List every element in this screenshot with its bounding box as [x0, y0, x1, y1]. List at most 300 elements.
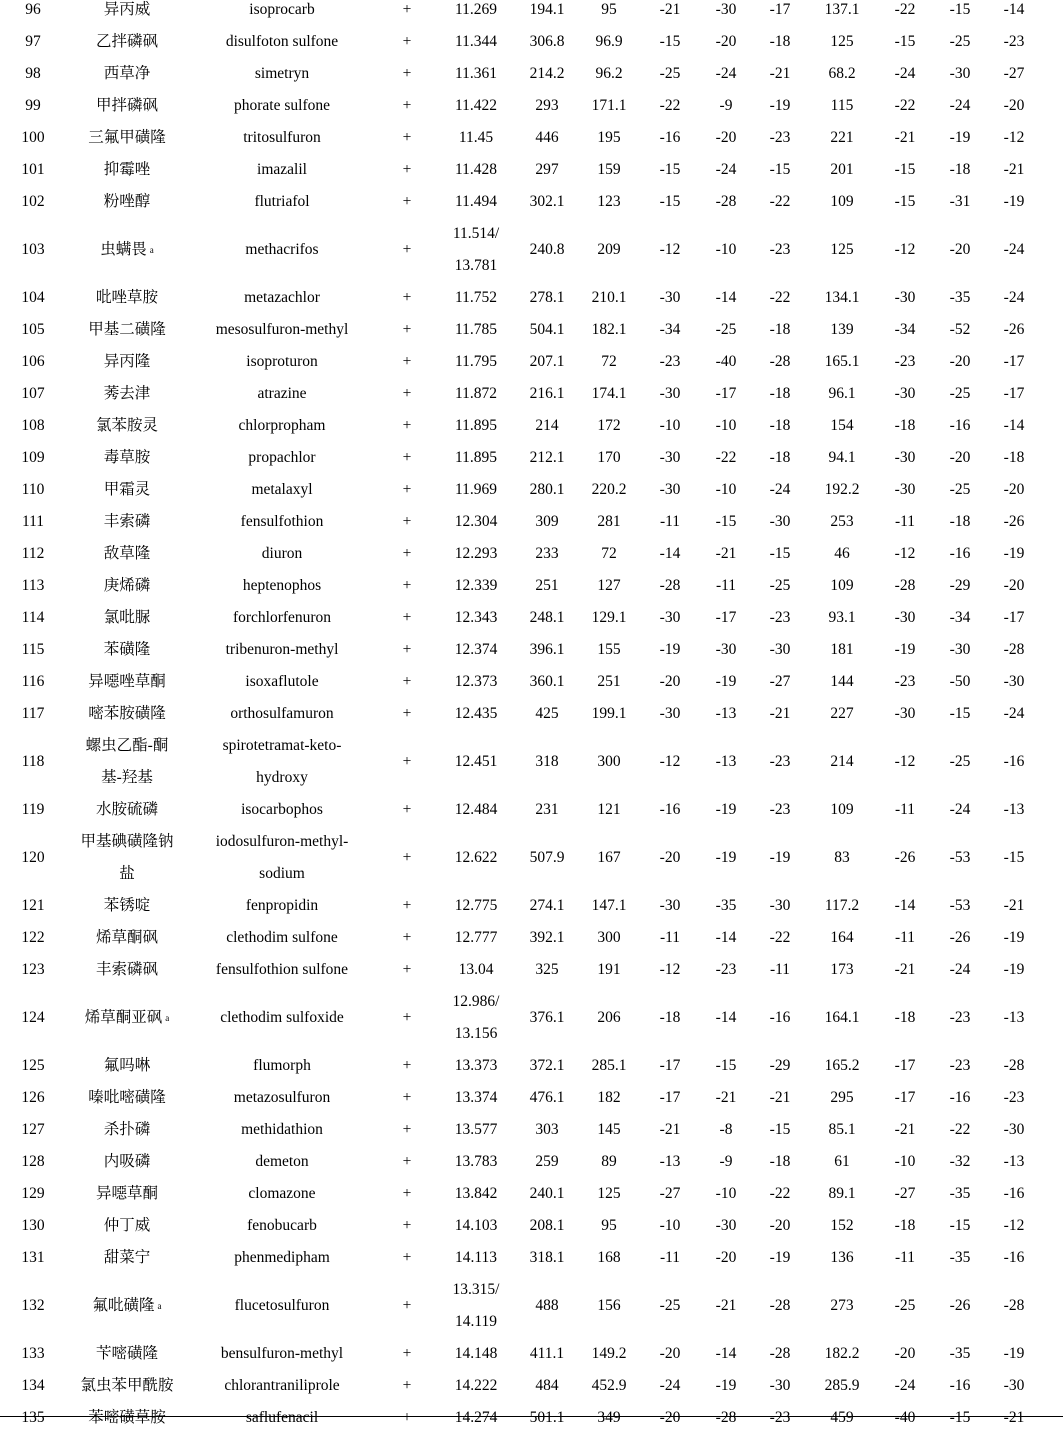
- cell-retention-time: [438, 410, 514, 442]
- cell-precursor-ion: [514, 1114, 580, 1146]
- cell-text: 173: [830, 961, 854, 978]
- cell-text: -11: [894, 1249, 916, 1266]
- cell-text: -23: [659, 353, 681, 370]
- cell-q3-voltage-1: [750, 1242, 810, 1274]
- cell-collision-energy-1: [702, 1274, 750, 1338]
- cell-text: 13.577: [454, 1121, 498, 1138]
- cell-q1-voltage-2: [874, 0, 936, 26]
- footnote-marker: a: [157, 1301, 162, 1311]
- cell-quantifier-ion: [580, 1338, 638, 1370]
- cell-text: +: [402, 241, 412, 258]
- cell-retention-time: [438, 826, 514, 890]
- cell-text: 285.9: [824, 1377, 860, 1394]
- cell-text: 苯磺隆: [103, 641, 151, 658]
- cell-collision-energy-1: [702, 0, 750, 26]
- cell-collision-energy-2: [936, 666, 984, 698]
- cell-text: 96.2: [595, 65, 623, 82]
- cell-qualifier-ion: [810, 410, 874, 442]
- cell-text: 氯吡脲: [103, 609, 151, 626]
- cell-text: saflufenacil: [245, 1409, 319, 1426]
- cell-text: 氯虫苯甲酰胺: [80, 1377, 174, 1394]
- cell-text: 103: [21, 241, 45, 258]
- cell-text: -22: [894, 1, 916, 18]
- cell-text: +: [402, 1153, 412, 1170]
- cell-chinese-name: [66, 954, 188, 986]
- cell-q3-voltage-2: [984, 1402, 1044, 1434]
- cell-ion-mode: [376, 410, 438, 442]
- cell-text: -14: [894, 897, 916, 914]
- cell-q1-voltage-1: [638, 634, 702, 666]
- cell-text: 182.1: [591, 321, 627, 338]
- cell-english-name: [188, 1114, 376, 1146]
- cell-text: -15: [949, 1, 971, 18]
- cell-ion-mode: [376, 58, 438, 90]
- cell-q1-voltage-1: [638, 154, 702, 186]
- cell-q3-voltage-1: [750, 218, 810, 282]
- cell-text: -30: [715, 1217, 737, 1234]
- cell-q1-voltage-1: [638, 890, 702, 922]
- cell-precursor-ion: [514, 218, 580, 282]
- cell-collision-energy-2: [936, 1114, 984, 1146]
- cell-english-name: [188, 314, 376, 346]
- cell-text: 115: [21, 641, 45, 658]
- cell-retention-time: [438, 986, 514, 1050]
- cell-precursor-ion: [514, 1178, 580, 1210]
- cell-text: 122: [21, 929, 45, 946]
- cell-text: 内吸磷: [103, 1153, 151, 1170]
- cell-text: -22: [769, 929, 791, 946]
- cell-text: forchlorfenuron: [232, 609, 332, 626]
- cell-qualifier-ion: [810, 666, 874, 698]
- cell-english-name: [188, 602, 376, 634]
- cell-quantifier-ion: [580, 634, 638, 666]
- table-bottom-rule: [0, 1416, 1063, 1417]
- table-row: [0, 0, 1063, 26]
- cell-text: -17: [1003, 353, 1025, 370]
- cell-collision-energy-1: [702, 1402, 750, 1434]
- cell-row-number: [0, 1402, 66, 1434]
- cell-english-name: [188, 986, 376, 1050]
- table-row: [0, 218, 1063, 282]
- cell-q3-voltage-1: [750, 346, 810, 378]
- cell-q1-voltage-2: [874, 122, 936, 154]
- cell-q3-voltage-2: [984, 282, 1044, 314]
- cell-text: -35: [949, 1249, 971, 1266]
- cell-chinese-name: [66, 122, 188, 154]
- cell-text: -35: [949, 1345, 971, 1362]
- cell-text: -24: [769, 481, 791, 498]
- cell-text: -24: [715, 65, 737, 82]
- cell-text: 274.1: [529, 897, 565, 914]
- cell-collision-energy-1: [702, 1082, 750, 1114]
- cell-precursor-ion: [514, 794, 580, 826]
- cell-text: 165.1: [824, 353, 860, 370]
- cell-collision-energy-2: [936, 698, 984, 730]
- cell-q3-voltage-1: [750, 698, 810, 730]
- cell-collision-energy-2: [936, 410, 984, 442]
- cell-q3-voltage-2: [984, 378, 1044, 410]
- cell-q3-voltage-2: [984, 58, 1044, 90]
- cell-ion-mode: [376, 0, 438, 26]
- cell-q3-voltage-1: [750, 186, 810, 218]
- cell-qualifier-ion: [810, 378, 874, 410]
- cell-text: 152: [830, 1217, 854, 1234]
- cell-text: -30: [659, 481, 681, 498]
- cell-text: +: [402, 417, 412, 434]
- cell-ion-mode: [376, 794, 438, 826]
- cell-qualifier-ion: [810, 698, 874, 730]
- cell-text: -23: [949, 1009, 971, 1026]
- cell-q1-voltage-1: [638, 0, 702, 26]
- cell-text: -19: [1003, 193, 1025, 210]
- cell-text: 295: [830, 1089, 854, 1106]
- cell-q1-voltage-2: [874, 1050, 936, 1082]
- cell-q1-voltage-1: [638, 58, 702, 90]
- cell-ion-mode: [376, 730, 438, 794]
- cell-text: metazachlor: [244, 289, 320, 306]
- table-row: [0, 666, 1063, 698]
- cell-chinese-name: [66, 474, 188, 506]
- cell-ion-mode: [376, 442, 438, 474]
- cell-text: -31: [949, 193, 971, 210]
- cell-ion-mode: [376, 1338, 438, 1370]
- cell-precursor-ion: [514, 314, 580, 346]
- cell-text: -21: [769, 1089, 791, 1106]
- cell-text: 121: [597, 801, 621, 818]
- cell-qualifier-ion: [810, 1050, 874, 1082]
- table-row: [0, 26, 1063, 58]
- cell-q3-voltage-1: [750, 538, 810, 570]
- cell-text: -23: [769, 801, 791, 818]
- cell-text: 168: [597, 1249, 621, 1266]
- cell-text: -20: [659, 673, 681, 690]
- cell-text: -30: [949, 641, 971, 658]
- cell-text: bensulfuron-methyl: [220, 1345, 344, 1362]
- cell-q3-voltage-1: [750, 0, 810, 26]
- cell-text: -20: [1003, 97, 1025, 114]
- cell-collision-energy-1: [702, 410, 750, 442]
- cell-text: fenobucarb: [247, 1217, 317, 1234]
- cell-text: 251: [535, 577, 559, 594]
- cell-chinese-name: [66, 826, 188, 890]
- cell-row-number: [0, 410, 66, 442]
- cell-precursor-ion: [514, 186, 580, 218]
- cell-english-name: [188, 1402, 376, 1434]
- cell-text: 372.1: [529, 1057, 565, 1074]
- cell-text: 199.1: [591, 705, 627, 722]
- cell-row-number: [0, 1050, 66, 1082]
- cell-q3-voltage-2: [984, 442, 1044, 474]
- cell-text: 318: [535, 753, 559, 770]
- cell-qualifier-ion: [810, 90, 874, 122]
- cell-text: 349: [597, 1409, 621, 1426]
- cell-text: -18: [894, 1009, 916, 1026]
- cell-text: -30: [894, 449, 916, 466]
- cell-ion-mode: [376, 1146, 438, 1178]
- cell-text: 303: [535, 1121, 559, 1138]
- cell-chinese-name: [66, 218, 188, 282]
- cell-q3-voltage-2: [984, 890, 1044, 922]
- cell-retention-time: [438, 666, 514, 698]
- cell-retention-time: [438, 794, 514, 826]
- cell-text: -27: [1003, 65, 1025, 82]
- cell-text: -30: [894, 705, 916, 722]
- table-row: [0, 378, 1063, 410]
- cell-quantifier-ion: [580, 1210, 638, 1242]
- cell-text: +: [402, 193, 412, 210]
- cell-collision-energy-1: [702, 794, 750, 826]
- cell-text: -15: [715, 513, 737, 530]
- cell-collision-energy-1: [702, 442, 750, 474]
- cell-text: 12.304: [454, 513, 498, 530]
- cell-text: -19: [894, 641, 916, 658]
- cell-text: 164.1: [824, 1009, 860, 1026]
- cell-retention-time: [438, 1274, 514, 1338]
- cell-q3-voltage-1: [750, 410, 810, 442]
- cell-collision-energy-1: [702, 122, 750, 154]
- cell-row-number: [0, 90, 66, 122]
- cell-quantifier-ion: [580, 1242, 638, 1274]
- cell-text: -22: [715, 449, 737, 466]
- cell-text: -10: [715, 417, 737, 434]
- table-row: [0, 1402, 1063, 1434]
- cell-row-number: [0, 634, 66, 666]
- cell-text: 118: [21, 753, 45, 770]
- table-row: [0, 1082, 1063, 1114]
- cell-text: -17: [1003, 609, 1025, 626]
- cell-text: 133: [21, 1345, 45, 1362]
- cell-text: 182.2: [824, 1345, 860, 1362]
- cell-text: -30: [769, 1377, 791, 1394]
- cell-text: 240.1: [529, 1185, 565, 1202]
- cell-q1-voltage-2: [874, 346, 936, 378]
- cell-collision-energy-2: [936, 1146, 984, 1178]
- cell-text: 396.1: [529, 641, 565, 658]
- cell-q3-voltage-2: [984, 1082, 1044, 1114]
- cell-text: 氟吗啉: [103, 1057, 151, 1074]
- cell-text: -16: [1003, 1249, 1025, 1266]
- cell-text: 11.494: [454, 193, 498, 210]
- cell-q1-voltage-2: [874, 58, 936, 90]
- cell-text: 93.1: [828, 609, 856, 626]
- cell-row-number: [0, 282, 66, 314]
- cell-qualifier-ion: [810, 602, 874, 634]
- cell-text: -34: [894, 321, 916, 338]
- cell-q3-voltage-1: [750, 90, 810, 122]
- cell-retention-time: [438, 58, 514, 90]
- cell-text: -14: [659, 545, 681, 562]
- cell-text: -30: [949, 65, 971, 82]
- cell-text: -22: [659, 97, 681, 114]
- cell-text: -18: [659, 1009, 681, 1026]
- cell-text: -20: [659, 1345, 681, 1362]
- table-row: [0, 1050, 1063, 1082]
- cell-text: -30: [715, 641, 737, 658]
- cell-text: -18: [769, 1153, 791, 1170]
- cell-text: -30: [659, 609, 681, 626]
- cell-chinese-name: [66, 1050, 188, 1082]
- cell-text: 甜菜宁: [103, 1249, 151, 1266]
- cell-row-number: [0, 474, 66, 506]
- cell-q1-voltage-1: [638, 954, 702, 986]
- cell-text: 129.1: [591, 609, 627, 626]
- cell-text: 72: [601, 353, 617, 370]
- cell-quantifier-ion: [580, 794, 638, 826]
- cell-text: 446: [535, 129, 559, 146]
- cell-text: 11.872: [454, 385, 498, 402]
- cell-line: hydroxy: [256, 769, 308, 786]
- cell-text: 仲丁威: [103, 1217, 151, 1234]
- cell-precursor-ion: [514, 890, 580, 922]
- cell-row-number: [0, 58, 66, 90]
- cell-text: 145: [597, 1121, 621, 1138]
- cell-text: metalaxyl: [251, 481, 313, 498]
- cell-q1-voltage-2: [874, 922, 936, 954]
- cell-text: 201: [830, 161, 854, 178]
- cell-collision-energy-1: [702, 378, 750, 410]
- cell-row-number: [0, 314, 66, 346]
- cell-text: 104: [21, 289, 45, 306]
- cell-q1-voltage-1: [638, 1178, 702, 1210]
- cell-collision-energy-1: [702, 1178, 750, 1210]
- cell-ion-mode: [376, 954, 438, 986]
- cell-line: 基-羟基: [101, 769, 153, 786]
- cell-text: 134.1: [824, 289, 860, 306]
- cell-text: 127: [597, 577, 621, 594]
- cell-text: 192.2: [824, 481, 860, 498]
- cell-text: 227: [830, 705, 854, 722]
- cell-text: 206: [597, 1009, 621, 1026]
- cell-text: 155: [597, 641, 621, 658]
- cell-retention-time: [438, 442, 514, 474]
- cell-q3-voltage-1: [750, 506, 810, 538]
- cell-text: 220.2: [591, 481, 627, 498]
- cell-text: -28: [894, 577, 916, 594]
- cell-text: 121: [21, 897, 45, 914]
- cell-collision-energy-1: [702, 218, 750, 282]
- cell-precursor-ion: [514, 282, 580, 314]
- table-row: [0, 122, 1063, 154]
- cell-text: -30: [1003, 1121, 1025, 1138]
- cell-chinese-name: [66, 282, 188, 314]
- cell-quantifier-ion: [580, 442, 638, 474]
- table-row: [0, 1274, 1063, 1338]
- cell-text: 117.2: [824, 897, 860, 914]
- cell-text: 280.1: [529, 481, 565, 498]
- cell-text: 12.775: [454, 897, 498, 914]
- cell-chinese-name: [66, 794, 188, 826]
- cell-text: 12.339: [454, 577, 498, 594]
- cell-text: 360.1: [529, 673, 565, 690]
- cell-chinese-name: [66, 1274, 188, 1338]
- cell-q3-voltage-1: [750, 1146, 810, 1178]
- cell-text: -29: [769, 1057, 791, 1074]
- cell-collision-energy-2: [936, 1242, 984, 1274]
- cell-text: -13: [715, 753, 737, 770]
- cell-row-number: [0, 986, 66, 1050]
- cell-precursor-ion: [514, 634, 580, 666]
- cell-precursor-ion: [514, 954, 580, 986]
- cell-q1-voltage-1: [638, 826, 702, 890]
- cell-text: -20: [659, 849, 681, 866]
- cell-collision-energy-1: [702, 570, 750, 602]
- cell-q3-voltage-2: [984, 474, 1044, 506]
- cell-text: 170: [597, 449, 621, 466]
- cell-text: -20: [715, 129, 737, 146]
- cell-text: -12: [894, 753, 916, 770]
- cell-text: -18: [949, 513, 971, 530]
- cell-english-name: [188, 1210, 376, 1242]
- cell-qualifier-ion: [810, 1210, 874, 1242]
- cell-text: -26: [1003, 513, 1025, 530]
- cell-q1-voltage-1: [638, 474, 702, 506]
- cell-retention-time: [438, 1242, 514, 1274]
- cell-text: 苯锈啶: [103, 897, 151, 914]
- table-row: [0, 954, 1063, 986]
- cell-text: +: [402, 929, 412, 946]
- cell-ion-mode: [376, 986, 438, 1050]
- cell-chinese-name: [66, 314, 188, 346]
- table-row: [0, 410, 1063, 442]
- cell-text: 240.8: [529, 241, 565, 258]
- cell-collision-energy-2: [936, 346, 984, 378]
- cell-text: 12.777: [454, 929, 498, 946]
- cell-text: 309: [535, 513, 559, 530]
- cell-text: +: [402, 1377, 412, 1394]
- cell-qualifier-ion: [810, 794, 874, 826]
- cell-english-name: [188, 794, 376, 826]
- cell-retention-time: [438, 26, 514, 58]
- cell-collision-energy-1: [702, 154, 750, 186]
- cell-q3-voltage-2: [984, 1114, 1044, 1146]
- table-row: [0, 1114, 1063, 1146]
- cell-quantifier-ion: [580, 1050, 638, 1082]
- cell-text: -24: [1003, 289, 1025, 306]
- cell-text: -19: [715, 1377, 737, 1394]
- cell-ion-mode: [376, 218, 438, 282]
- cell-collision-energy-2: [936, 922, 984, 954]
- cell-text: demeton: [255, 1153, 309, 1170]
- cell-precursor-ion: [514, 0, 580, 26]
- cell-quantifier-ion: [580, 1402, 638, 1434]
- cell-text: -17: [894, 1089, 916, 1106]
- cell-precursor-ion: [514, 1338, 580, 1370]
- cell-row-number: [0, 1210, 66, 1242]
- cell-q3-voltage-2: [984, 26, 1044, 58]
- cell-line: sodium: [259, 865, 305, 882]
- cell-retention-time: [438, 154, 514, 186]
- cell-text: 125: [597, 1185, 621, 1202]
- cell-retention-time: [438, 378, 514, 410]
- cell-text: atrazine: [257, 385, 307, 402]
- cell-qualifier-ion: [810, 730, 874, 794]
- cell-ion-mode: [376, 1082, 438, 1114]
- cell-qualifier-ion: [810, 954, 874, 986]
- cell-collision-energy-2: [936, 1338, 984, 1370]
- cell-row-number: [0, 538, 66, 570]
- cell-line: 11.514/: [452, 225, 500, 242]
- cell-text: 135: [21, 1409, 45, 1426]
- table-row: [0, 890, 1063, 922]
- cell-q3-voltage-2: [984, 826, 1044, 890]
- cell-q1-voltage-1: [638, 1242, 702, 1274]
- cell-text: methacrifos: [245, 241, 319, 258]
- cell-text: fensulfothion sulfone: [215, 961, 349, 978]
- cell-collision-energy-2: [936, 314, 984, 346]
- cell-text: -21: [1003, 161, 1025, 178]
- cell-text: -21: [715, 1089, 737, 1106]
- cell-collision-energy-1: [702, 954, 750, 986]
